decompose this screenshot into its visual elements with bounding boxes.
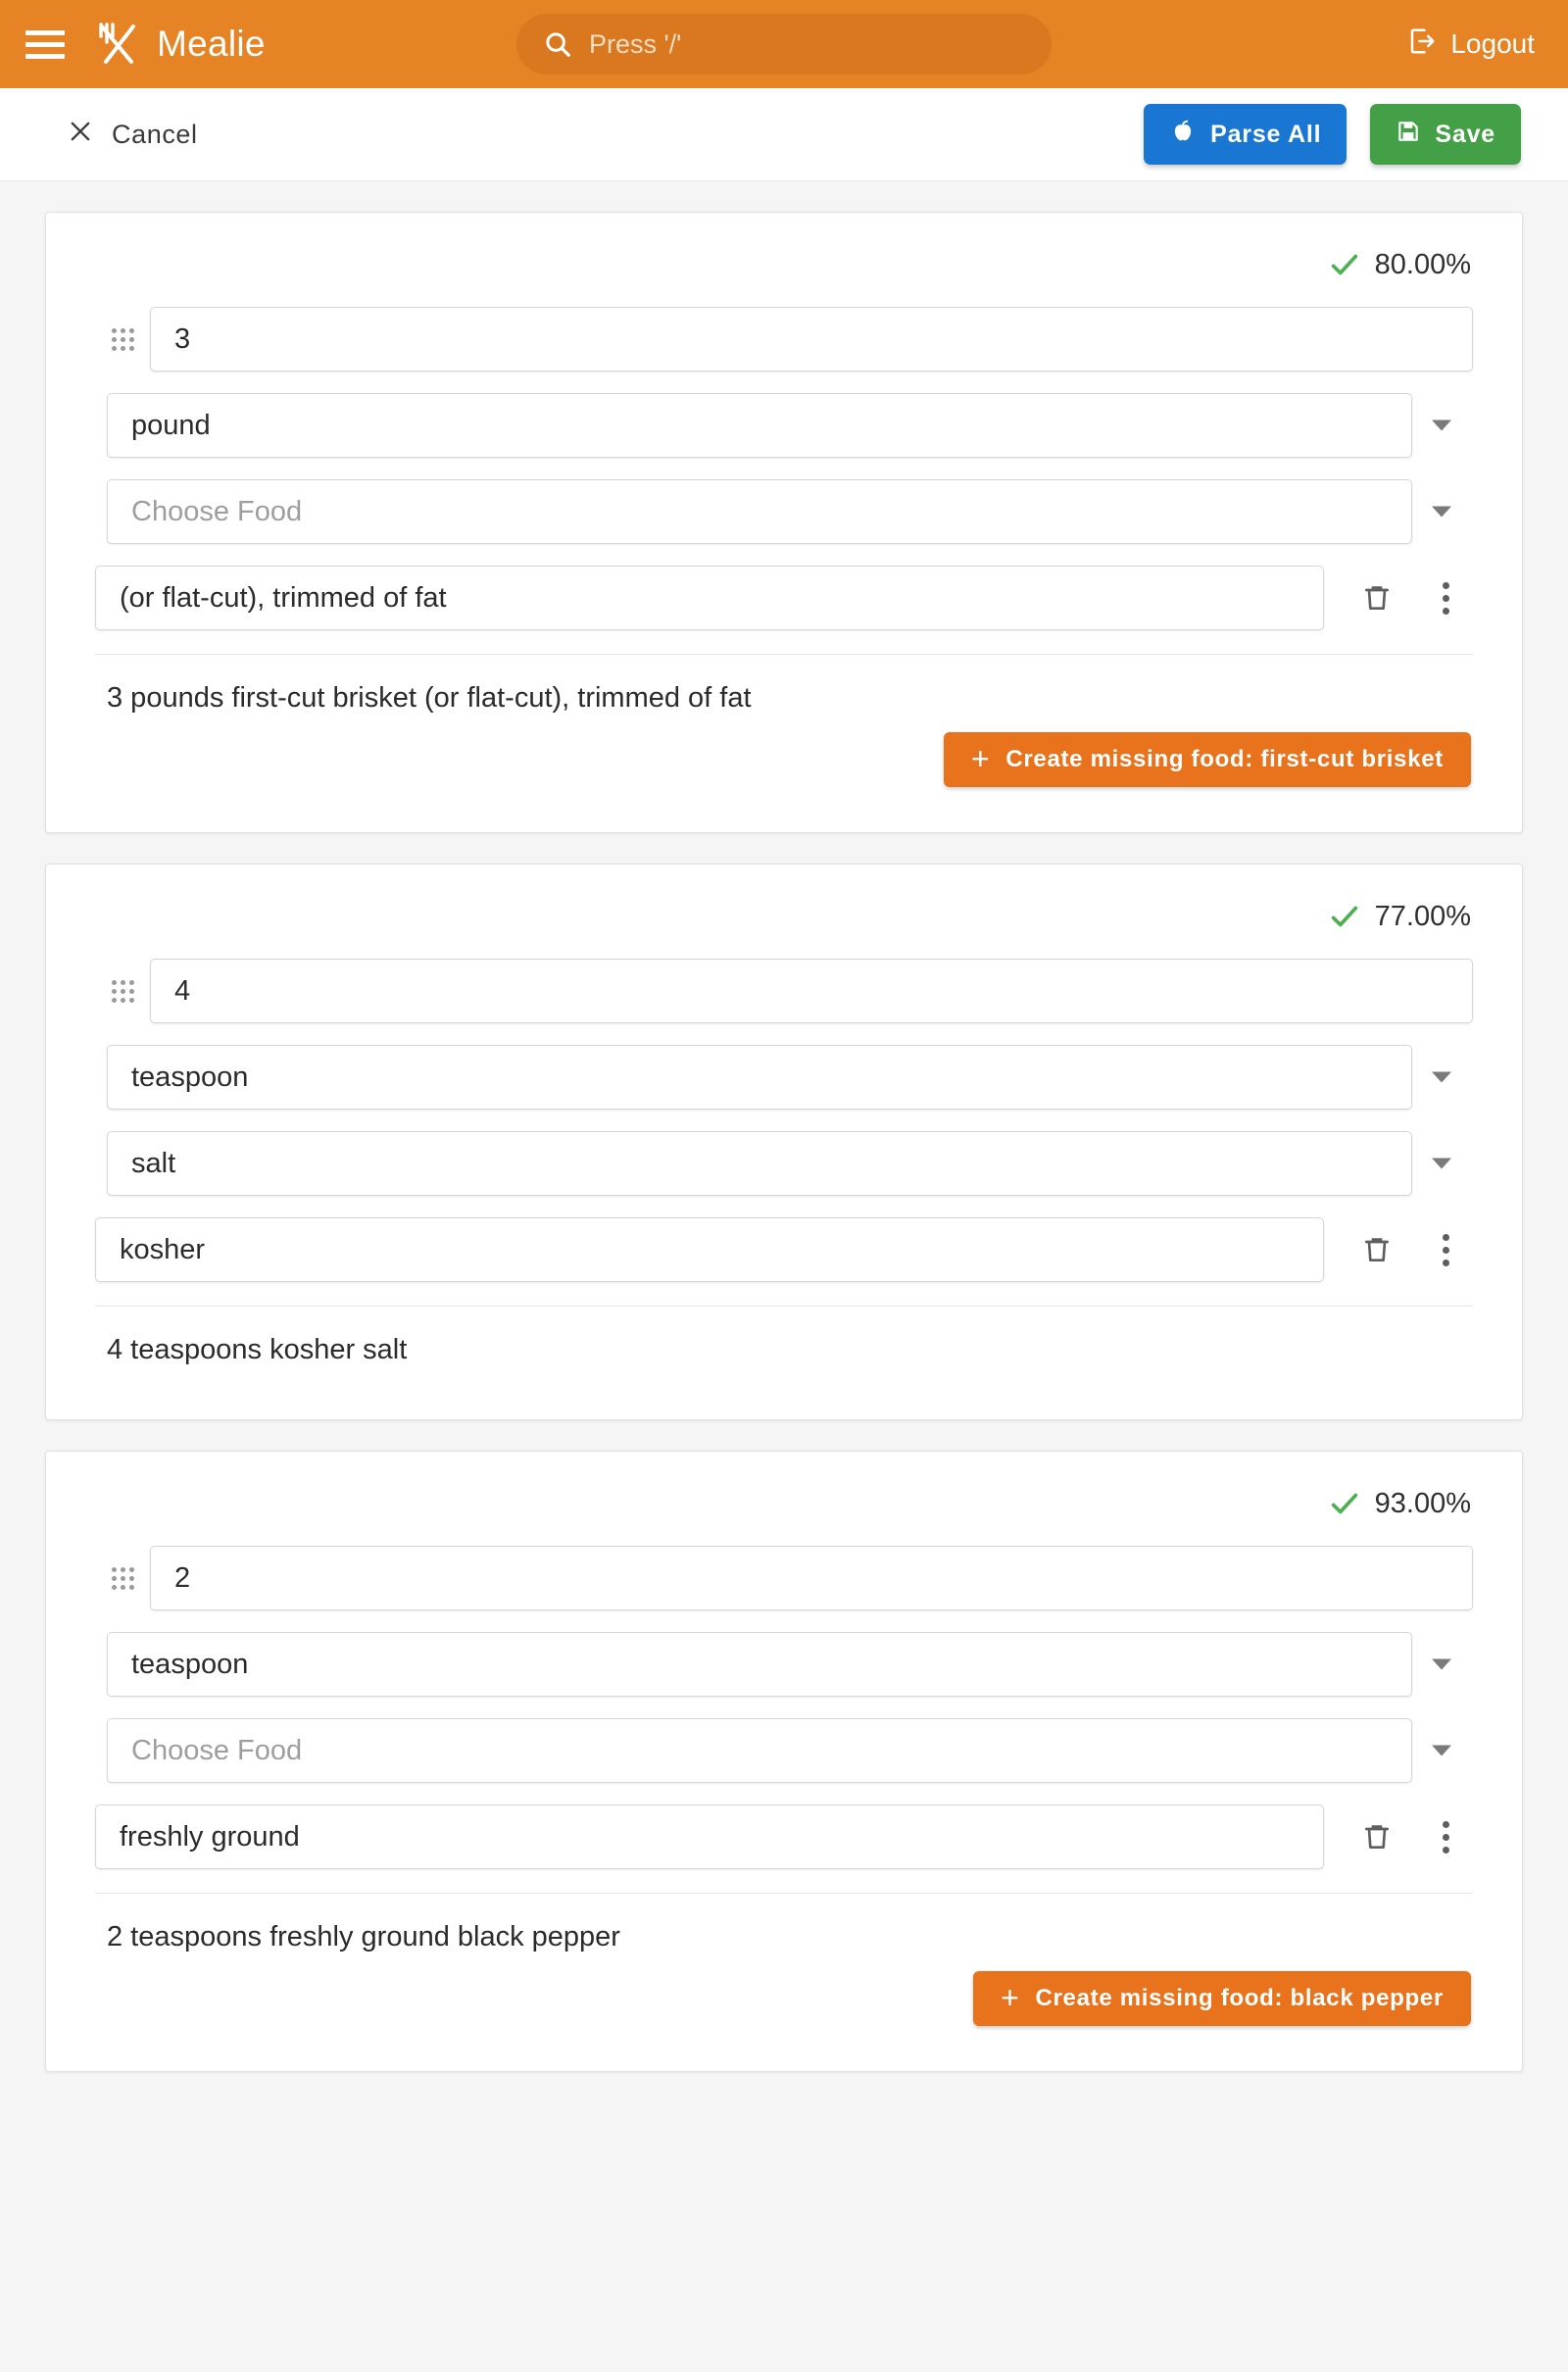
drag-handle-icon[interactable]: [95, 980, 150, 1003]
parse-all-label: Parse All: [1210, 120, 1322, 148]
more-options-button[interactable]: [1418, 1809, 1473, 1864]
more-options-button[interactable]: [1418, 570, 1473, 625]
check-icon: [1328, 1487, 1361, 1520]
chevron-down-icon: [1432, 420, 1451, 431]
check-icon: [1328, 900, 1361, 933]
close-icon: [67, 118, 94, 152]
plus-icon: +: [1001, 1979, 1020, 2015]
drag-handle-icon[interactable]: [95, 328, 150, 351]
drag-handle-icon[interactable]: [95, 1567, 150, 1590]
delete-ingredient-button[interactable]: [1349, 1809, 1404, 1864]
search-placeholder: Press '/': [589, 28, 682, 59]
food-row: [95, 479, 1473, 544]
create-missing-row: [95, 1957, 1473, 2042]
app-header: [0, 0, 1568, 88]
chevron-down-icon: [1432, 507, 1451, 518]
food-row: [95, 1718, 1473, 1783]
search-icon: [542, 28, 573, 60]
ingredient-card: [45, 212, 1523, 833]
confidence-value: 77.00%: [1374, 900, 1471, 932]
confidence-value: 80.00%: [1374, 248, 1471, 280]
quantity-row: [95, 307, 1473, 371]
note-input[interactable]: (or flat-cut), trimmed of fat: [95, 566, 1324, 630]
logout-button[interactable]: [1407, 26, 1543, 63]
unit-value: teaspoon: [107, 1632, 1412, 1697]
delete-ingredient-button[interactable]: [1349, 1222, 1404, 1277]
food-row: [95, 1131, 1473, 1196]
unit-row: [95, 1045, 1473, 1110]
save-button[interactable]: [1370, 104, 1521, 165]
cancel-button[interactable]: [61, 108, 204, 162]
quantity-input[interactable]: 2: [150, 1546, 1473, 1610]
fork-knife-logo-icon: [92, 19, 143, 70]
check-icon: [1328, 248, 1361, 281]
trash-icon: [1361, 1821, 1393, 1853]
food-placeholder: Choose Food: [107, 1718, 1412, 1783]
original-text: 3 pounds first-cut brisket (or flat-cut), trimmed of fat: [107, 682, 752, 714]
chevron-down-icon: [1432, 1746, 1451, 1756]
create-missing-row: [95, 718, 1473, 803]
create-missing-food-label: Create missing food: first-cut brisket: [1005, 746, 1444, 772]
note-row: [95, 566, 1473, 630]
food-value: salt: [107, 1131, 1412, 1196]
parse-all-button[interactable]: [1144, 104, 1347, 165]
create-missing-food-label: Create missing food: black pepper: [1035, 1985, 1444, 2011]
food-select[interactable]: [107, 1131, 1473, 1196]
unit-row: [95, 1632, 1473, 1697]
kebab-menu-icon: [1443, 1821, 1449, 1853]
hamburger-icon[interactable]: [25, 22, 71, 67]
unit-row: [95, 393, 1473, 458]
food-placeholder: Choose Food: [107, 479, 1412, 544]
trash-icon: [1361, 582, 1393, 614]
trash-icon: [1361, 1234, 1393, 1265]
delete-ingredient-button[interactable]: [1349, 570, 1404, 625]
unit-value: teaspoon: [107, 1045, 1412, 1110]
plus-icon: +: [970, 740, 991, 776]
card-spacer: [95, 1370, 1473, 1390]
note-row: [95, 1217, 1473, 1282]
unit-select[interactable]: [107, 393, 1473, 458]
chevron-down-icon: [1432, 1072, 1451, 1083]
quantity-row: [95, 959, 1473, 1023]
original-text: 2 teaspoons freshly ground black pepper: [107, 1921, 620, 1952]
chevron-down-icon: [1432, 1159, 1451, 1169]
kebab-menu-icon: [1443, 1234, 1449, 1266]
ingredient-card: [45, 1451, 1523, 2072]
ingredient-list: [0, 212, 1568, 2072]
confidence-value: 93.00%: [1374, 1487, 1471, 1519]
quantity-row: [95, 1546, 1473, 1610]
unit-select[interactable]: [107, 1632, 1473, 1697]
apple-icon: [1169, 118, 1197, 152]
create-missing-food-button[interactable]: [944, 732, 1471, 787]
more-options-button[interactable]: [1418, 1222, 1473, 1277]
logout-label: Logout: [1450, 28, 1535, 59]
confidence-row: [95, 248, 1473, 281]
food-select[interactable]: [107, 1718, 1473, 1783]
note-input[interactable]: freshly ground: [95, 1804, 1324, 1869]
quantity-input[interactable]: 3: [150, 307, 1473, 371]
confidence-row: [95, 900, 1473, 933]
logout-icon: [1407, 26, 1437, 63]
floppy-disk-icon: [1396, 119, 1421, 151]
note-row: [95, 1804, 1473, 1869]
app-title: Mealie: [157, 24, 266, 64]
save-label: Save: [1435, 120, 1495, 148]
ingredient-card: [45, 864, 1523, 1420]
cancel-label: Cancel: [112, 119, 198, 149]
editor-toolbar: [0, 88, 1568, 181]
original-text: 4 teaspoons kosher salt: [107, 1334, 408, 1365]
food-select[interactable]: [107, 479, 1473, 544]
confidence-row: [95, 1487, 1473, 1520]
kebab-menu-icon: [1443, 582, 1449, 615]
search-input[interactable]: [516, 14, 1052, 74]
note-input[interactable]: kosher: [95, 1217, 1324, 1282]
unit-value: pound: [107, 393, 1412, 458]
quantity-input[interactable]: 4: [150, 959, 1473, 1023]
unit-select[interactable]: [107, 1045, 1473, 1110]
chevron-down-icon: [1432, 1659, 1451, 1670]
create-missing-food-button[interactable]: [973, 1971, 1471, 2026]
